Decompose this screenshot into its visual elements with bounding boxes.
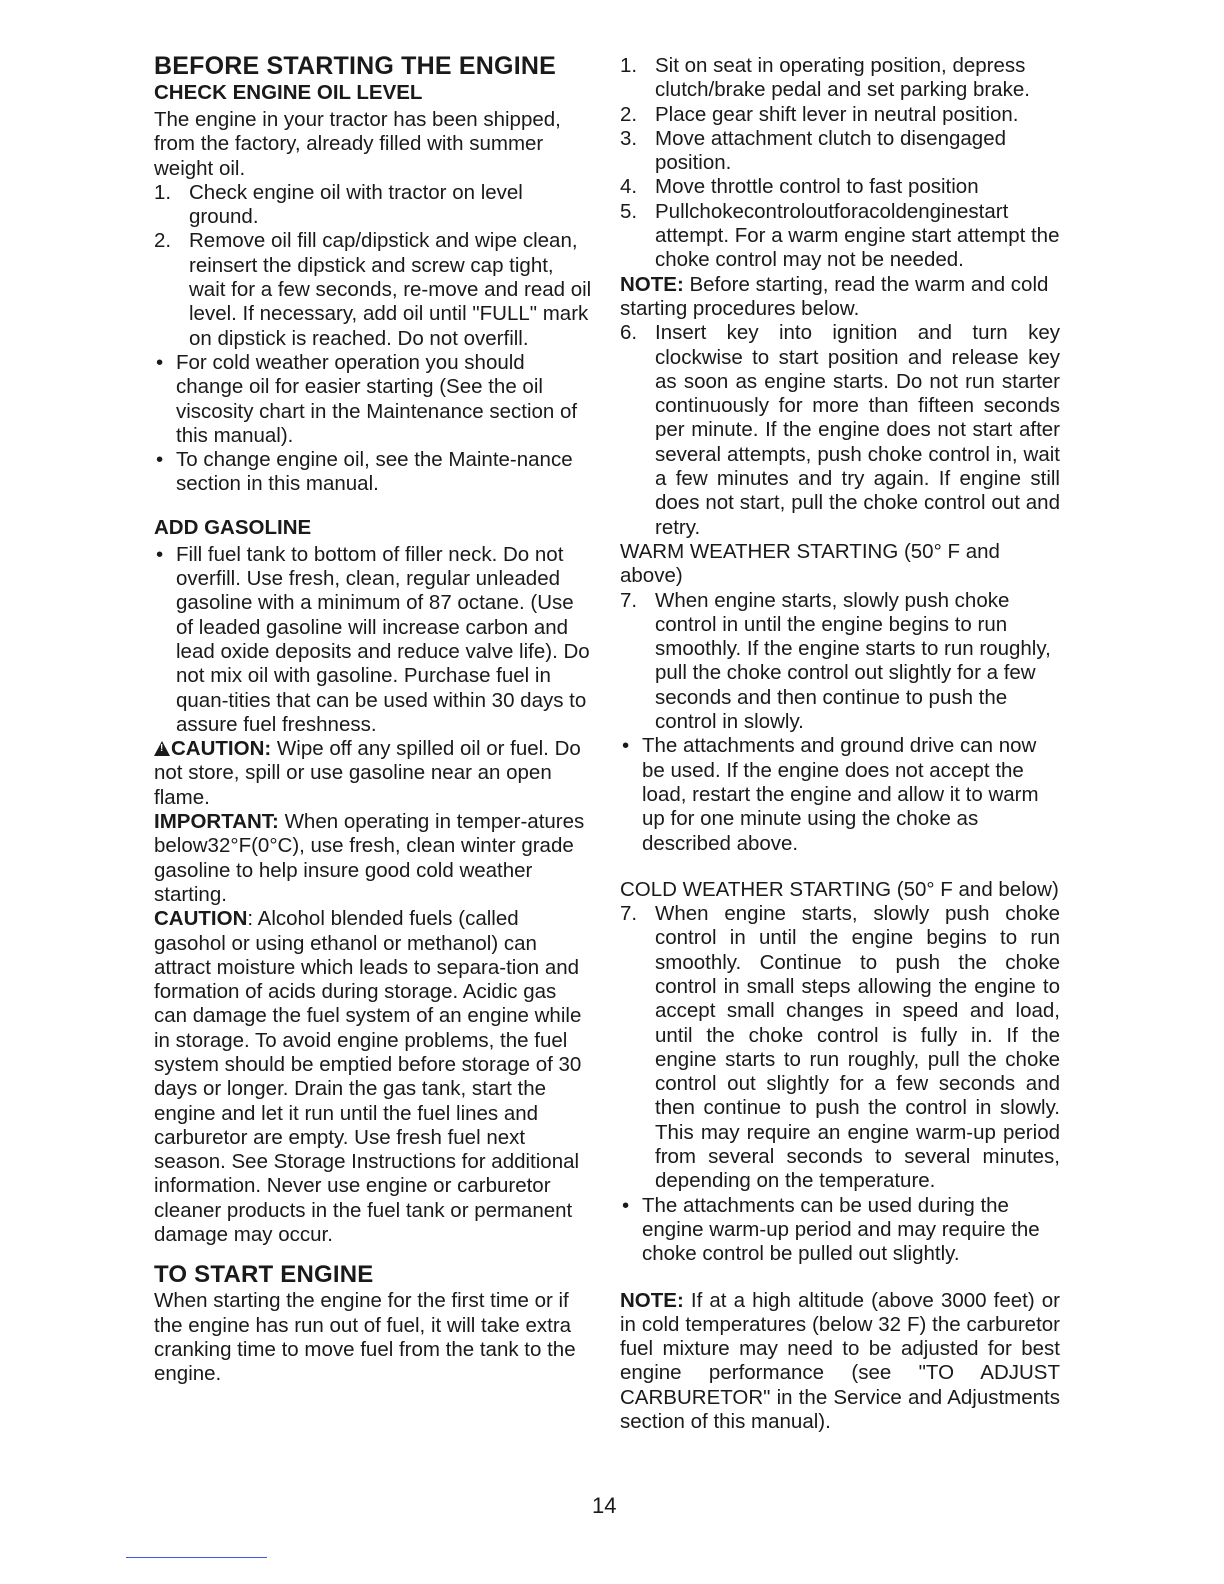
note-text: Before starting, read the warm and cold starting procedures below. [620, 272, 1049, 320]
bullet-text: The attachments can be used during the engine warm-up period and may require the choke control be pulled out slightly. [642, 1193, 1040, 1266]
heading-cold-weather: COLD WEATHER STARTING (50° F and below) [620, 877, 1059, 901]
footer-divider [126, 1557, 267, 1558]
bullet-dot: • [156, 448, 164, 472]
note-before-starting [620, 273, 1060, 322]
step-text: Pullchokecontroloutforacoldenginestart attempt. For a warm engine start attempt the choke control may not be needed. [655, 199, 1060, 272]
important-label: IMPORTANT: [154, 810, 279, 834]
step-text: When engine starts, slowly push choke control in until the engine begins to run smoothly. If the engine starts to run roughly, pull the choke control out slightly for a few seconds and then continue to push the control in slowly. [655, 588, 1051, 734]
start-step-1 [620, 54, 1060, 103]
start-step-5 [620, 200, 1060, 273]
caution-label: CAUTION: [171, 737, 272, 761]
bullet-text: To change engine oil, see the Mainte-nance section in this manual. [176, 448, 573, 496]
step-number: 7. [620, 902, 638, 926]
caution-label: CAUTION [154, 907, 248, 931]
heading-to-start-engine: TO START ENGINE [154, 1261, 374, 1289]
step-text: Place gear shift lever in neutral position. [655, 102, 1019, 126]
caution-text: : Alcohol blended fuels (called gasohol or using ethanol or methanol) can attract moisture which leads to separa-tion and formation of acids during storage. Acidic gas can damage the fuel system of an engine while in storage. To avoid engine problems, the fuel system should be emptied before storage of 30 days or longer. Drain the gas tank, start the engine and let it run until the fuel lines and carburetor are empty. Use fresh fuel next season. See Storage Instructions for additional information. Never use engine or carburetor cleaner products in the fuel tank or permanent damage may occur. [154, 907, 582, 1247]
heading-add-gasoline: ADD GASOLINE [154, 515, 312, 539]
step-number: 2. [620, 102, 638, 126]
caution-alcohol [154, 907, 594, 1247]
bullet-text: Fill fuel tank to bottom of filler neck. Do not overfill. Use fresh, clean, regular unleaded gasoline with a minimum of 87 octane. (Use of leaded gasoline will increase carbon and lead oxide deposits and reduce valve life). Do not mix oil with gasoline. Purchase fuel in quan-tities that can be used within 30 days to assure fuel freshness. [176, 542, 590, 736]
start-step-4 [620, 175, 1060, 199]
step-number: 4. [620, 175, 638, 199]
step-text: Sit on seat in operating position, depress clutch/brake pedal and set parking brake. [655, 54, 1030, 102]
bullet-dot: • [156, 542, 164, 566]
oil-bullet-2 [154, 448, 594, 497]
important-text: When operating in temper-atures below32°F(0°C), use fresh, clean winter grade gasoline to help insure good cold weather starting. [154, 810, 585, 906]
step-text: Move throttle control to fast position [655, 175, 979, 199]
step-text: Remove oil fill cap/dipstick and wipe clean, reinsert the dipstick and screw cap tight, wait for a few seconds, re-move and read oil level. If necessary, add oil until "FULL" mark on dipstick is reached. Do not overfill. [189, 229, 592, 350]
bullet-dot: • [156, 350, 164, 374]
bullet-dot: • [622, 734, 630, 758]
bullet-dot: • [622, 1193, 630, 1217]
section-title-before-starting: BEFORE STARTING THE ENGINE [154, 52, 556, 80]
step-number: 1. [154, 180, 172, 204]
bullet-text: The attachments and ground drive can now be used. If the engine does not accept the load, restart the engine and allow it to warm up for one minute using the choke as described above. [642, 734, 1039, 855]
warm-step-7 [620, 589, 1060, 735]
right-column [620, 54, 1060, 1434]
step-number: 7. [620, 588, 638, 612]
page-number: 14 [592, 1493, 617, 1518]
start-text: When starting the engine for the first time or if the engine has run out of fuel, it will take extra cranking time to move fuel from the tank to the engine. [154, 1289, 576, 1386]
warm-bullet [620, 734, 1060, 855]
caution-spill [154, 737, 594, 810]
note-label: NOTE: [620, 272, 684, 296]
heading-warm-weather: WARM WEATHER STARTING (50° F and above) [620, 539, 1000, 588]
step-number: 1. [620, 54, 638, 77]
step-text: Check engine oil with tractor on level ground. [189, 180, 523, 229]
step-text: Move attachment clutch to disengaged position. [655, 126, 1006, 175]
step-text: When engine starts, slowly push choke control in until the engine begins to run smoothly. Continue to push the choke control in small steps allowing the engine to accept small changes in speed and load, until the choke control is fully in. If the engine starts to run roughly, pull the choke control out slightly for a few seconds and then continue to push the control in slowly. This may require an engine warm-up period from several seconds to several minutes, depending on the temperature. [655, 902, 1060, 1193]
oil-step-1 [154, 181, 594, 230]
oil-bullet-1 [154, 351, 594, 448]
bullet-text: For cold weather operation you should change oil for easier starting (See the oil viscosity chart in the Maintenance section of this manual). [176, 350, 578, 447]
oil-intro: The engine in your tractor has been shipped, from the factory, already filled with summer weight oil. [154, 108, 561, 180]
step-number: 2. [154, 229, 172, 253]
important-note [154, 810, 594, 907]
heading-check-oil: CHECK ENGINE OIL LEVEL [154, 81, 423, 104]
cold-bullet [620, 1194, 1060, 1267]
note-altitude [620, 1289, 1060, 1435]
note-label: NOTE: [620, 1288, 684, 1312]
gas-bullet [154, 543, 594, 737]
step-number: 6. [620, 321, 638, 345]
start-step-6 [620, 321, 1060, 540]
cold-step-7 [620, 902, 1060, 1194]
step-number: 3. [620, 126, 638, 150]
step-text: Insert key into ignition and turn key clockwise to start position and release key as soon as engine starts. Do not run starter continuously for more than fifteen seconds per minute. If the engine does not start after several attempts, push choke control in, wait a few minutes and try again. If engine still does not start, pull the choke control out and retry. [655, 321, 1060, 539]
caution-text: Wipe off any spilled oil or fuel. Do not store, spill or use gasoline near an open flame. [154, 737, 581, 809]
left-column [154, 52, 594, 1387]
note-text: If at a high altitude (above 3000 feet) or in cold temperatures (below 32 F) the carburetor fuel mixture may need to be adjusted for best engine performance (see "TO ADJUST CARBURETOR" in the Service and Adjustments section of this manual). [620, 1288, 1060, 1434]
start-step-2 [620, 103, 1060, 127]
warning-triangle-icon [154, 741, 170, 756]
step-number: 5. [620, 199, 638, 223]
oil-step-2 [154, 229, 594, 350]
start-step-3 [620, 127, 1060, 176]
